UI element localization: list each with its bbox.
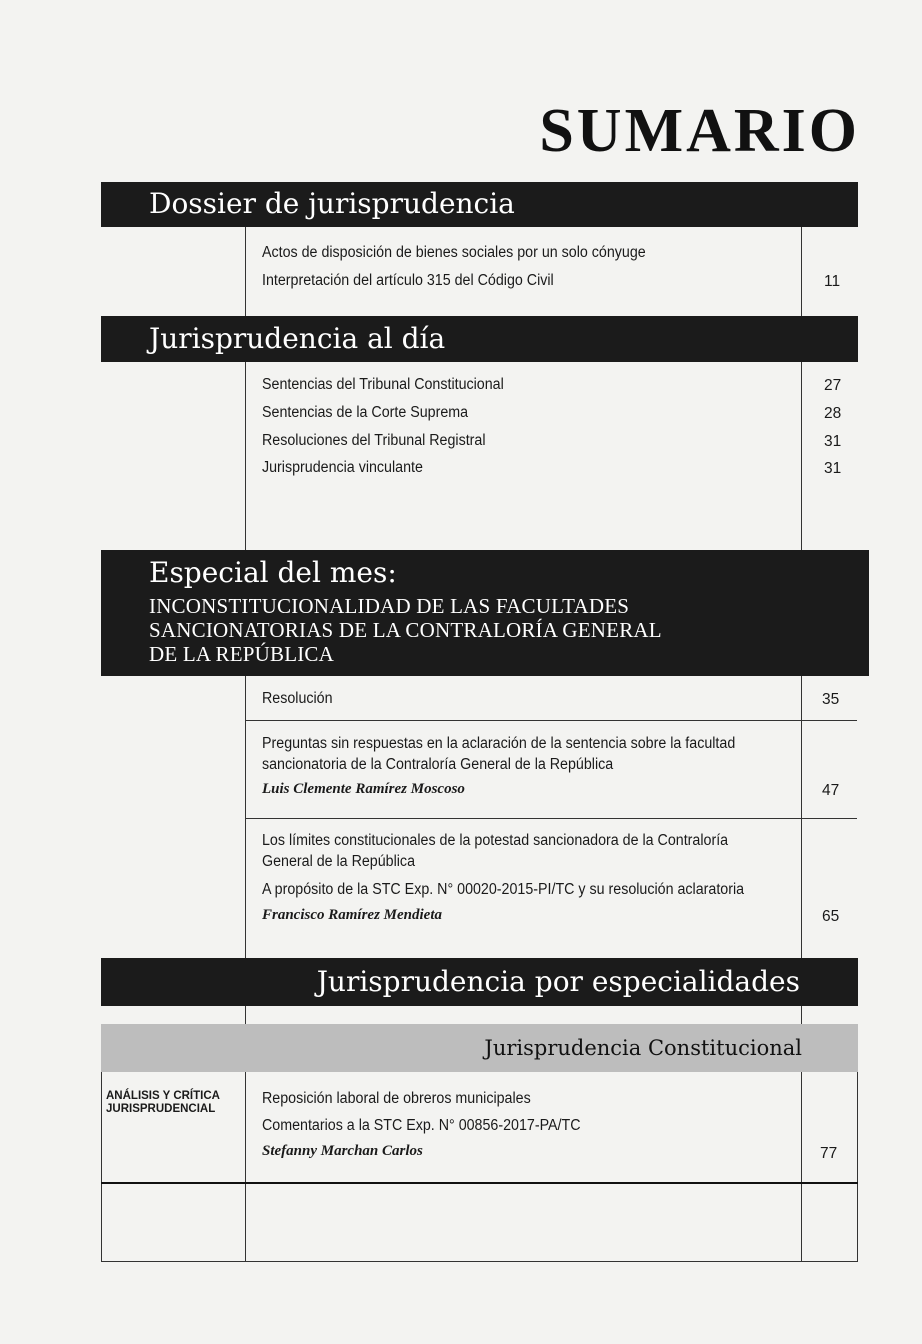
toc-entry-title: Los límites constitucionales de la potestad sancionadora de la Contraloría: [262, 832, 729, 849]
divider: [801, 362, 802, 550]
toc-page-number: 77: [820, 1145, 838, 1162]
divider: [101, 1072, 102, 1262]
toc-entry-author: Stefanny Marchan Carlos: [262, 1143, 423, 1159]
category-label: JURISPRUDENCIAL: [106, 1103, 216, 1115]
toc-entry-title: Resoluciones del Tribunal Registral: [262, 432, 486, 449]
section-subtitle-line: SANCIONATORIAS DE LA CONTRALORÍA GENERAL: [149, 618, 662, 642]
toc-page-number: 47: [822, 782, 840, 799]
section-subtitle-line: INCONSTITUCIONALIDAD DE LAS FACULTADES: [149, 594, 630, 618]
category-label: ANÁLISIS Y CRÍTICA: [106, 1090, 220, 1102]
subsection-title-constitucional: Jurisprudencia Constitucional: [484, 1036, 802, 1060]
divider: [801, 676, 802, 958]
section-title-al-dia: Jurisprudencia al día: [149, 322, 446, 355]
divider: [245, 676, 246, 958]
divider: [245, 227, 246, 316]
section-header-especial: [101, 550, 869, 676]
section-title-especialidades: Jurisprudencia por especialidades: [316, 965, 800, 998]
row-divider: [245, 818, 857, 819]
toc-entry-subtitle: Comentarios a la STC Exp. N° 00856-2017-PA/TC: [262, 1117, 581, 1134]
page-title: SUMARIO: [539, 97, 860, 165]
row-divider: [245, 720, 857, 721]
toc-page-number: 31: [824, 460, 842, 477]
toc-entry-author: Francisco Ramírez Mendieta: [262, 907, 443, 923]
section-subtitle-line: DE LA REPÚBLICA: [149, 642, 335, 666]
toc-entry-title: Resolución: [262, 690, 333, 707]
toc-entry-title: Sentencias de la Corte Suprema: [262, 404, 469, 421]
divider: [801, 1072, 802, 1262]
toc-page-number: 27: [824, 377, 842, 394]
toc-entry-title: Reposición laboral de obreros municipales: [262, 1090, 531, 1107]
toc-entry-subtitle: Interpretación del artículo 315 del Código Civil: [262, 272, 554, 289]
divider: [857, 1072, 858, 1262]
toc-page-number: 28: [824, 405, 842, 422]
toc-entry-title: Sentencias del Tribunal Constitucional: [262, 376, 504, 393]
toc-entry-title: Jurisprudencia vinculante: [262, 459, 423, 476]
toc-entry-title: sancionatoria de la Contraloría General de la República: [262, 756, 614, 773]
row-divider: [101, 1261, 858, 1262]
toc-page-number: 11: [824, 273, 841, 290]
divider: [245, 362, 246, 550]
toc-entry-title: Actos de disposición de bienes sociales por un solo cónyuge: [262, 244, 646, 261]
toc-entry-title: General de la República: [262, 853, 416, 870]
subsection-header-constitucional: [101, 1024, 858, 1072]
section-header-dossier: [101, 182, 858, 227]
toc-entry-title: Preguntas sin respuestas en la aclaración de la sentencia sobre la facultad: [262, 735, 736, 752]
toc-page-number: 31: [824, 433, 842, 450]
section-title-dossier: Dossier de jurisprudencia: [149, 187, 515, 220]
divider: [245, 1072, 246, 1262]
toc-entry-subtitle: A propósito de la STC Exp. N° 00020-2015-PI/TC y su resolución aclaratoria: [262, 881, 745, 898]
divider: [245, 1006, 246, 1024]
section-header-especialidades: [101, 958, 858, 1006]
row-divider: [101, 1182, 858, 1184]
divider: [801, 227, 802, 316]
toc-page-number: 65: [822, 908, 840, 925]
divider: [801, 1006, 802, 1024]
section-header-al-dia: [101, 316, 858, 362]
section-title-especial: Especial del mes:: [149, 556, 397, 589]
toc-page-number: 35: [822, 691, 840, 708]
toc-entry-author: Luis Clemente Ramírez Moscoso: [262, 781, 465, 797]
